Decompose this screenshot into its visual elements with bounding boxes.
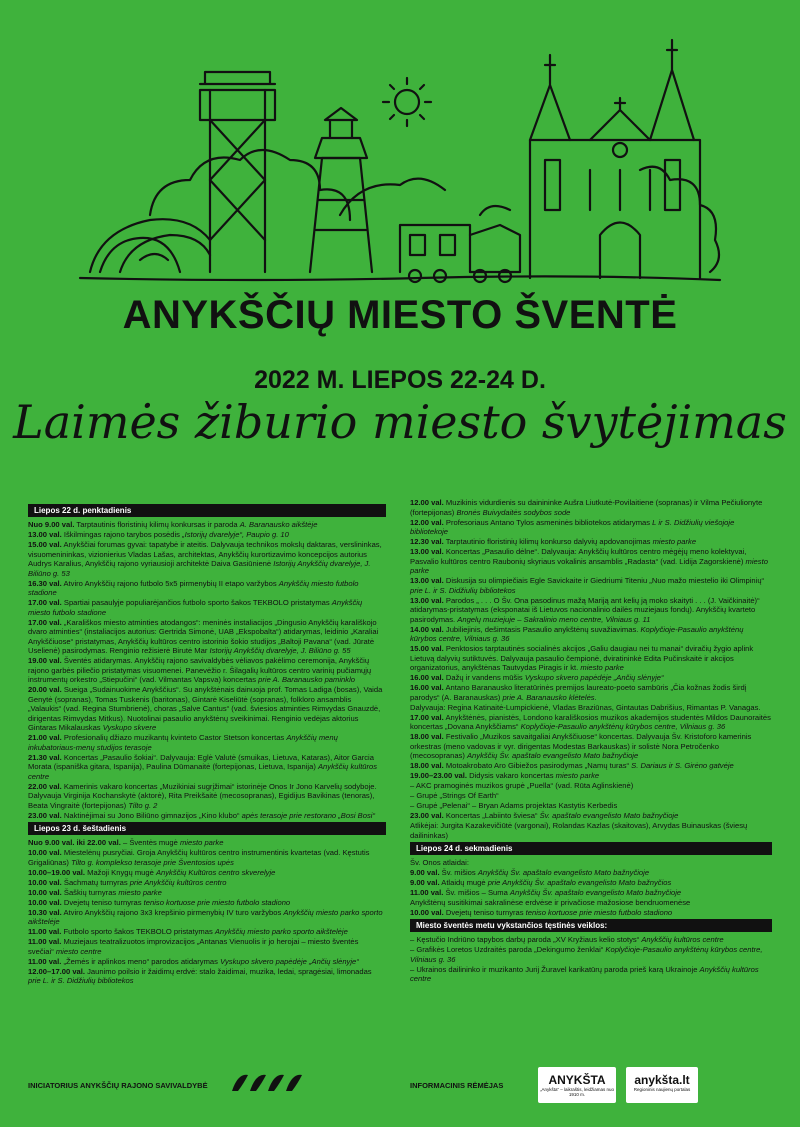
event-item: [410, 518, 772, 537]
event-item: [410, 791, 772, 801]
event-text: Anykščiai forumas gyvai: tapatybė ir ateitis. Dalyvauja technikos mokslų daktaras, verslininkas, visuomenininkas, vizionierius Vladas Lašas, architektas, Anykščių kurortizavimo koncepcijos autorius Audrys Karalius, Anykščių rajono vyriausioji architektė Daiva Gasiūnienė: [28, 540, 382, 568]
event-time: 15.00 val.: [410, 644, 444, 653]
event-time: 11.00 val.: [28, 937, 62, 946]
event-time: 18.00 val.: [410, 761, 444, 770]
logo2-name: anykšta.lt: [634, 1073, 690, 1087]
event-item: [28, 848, 386, 867]
event-time: 17.00 val.: [28, 617, 62, 627]
event-location: teniso kortuose prie miesto futbolo stadiono: [525, 907, 673, 917]
event-text: „Karališkos miesto atminties atodangos“: meninės instaliacijos „Dingusio Anykščių karališkojo dvaro atminties“ (instaliacijos autorius: Gertrida Simonė, UAB „Ekspobalta“) atidarymas, leidinio „Karaliai Anykščiuose“ pristatymas, Anykščių kultūros centro istorinio šokio studijos „Baltoji Pavana“ (vad. Jūratė Uselienė) pasirodymas. Renginio režisierė Birutė Mar: [28, 617, 379, 655]
event-time: 9.00 val.: [410, 867, 440, 877]
event-item: [28, 898, 386, 908]
event-location: Vyskupo skvero papėdėje „Ančių slėnyje“: [220, 956, 359, 966]
event-time: 13.00 val.: [410, 547, 444, 556]
event-location: Anykščių menų inkubatoriaus-menų studijos terasoje: [28, 733, 338, 752]
event-item: [410, 811, 772, 821]
continuous-header: Miesto šventės metu vykstančios tęstinės veiklos:: [410, 919, 772, 932]
anyksta-newspaper-logo[interactable]: [538, 1067, 616, 1103]
event-text: Futbolo sporto šakos TEKBOLO pristatymas: [61, 927, 215, 936]
event-text: – Kęstučio Indriūno tapybos darbų paroda „XV Kryžiaus kelio stotys“: [410, 935, 642, 944]
event-location: A. Baranausko aikštėje: [239, 520, 318, 529]
footer-media-sponsor: INFORMACINIS RĖMĖJAS: [410, 1081, 504, 1090]
event-time: 15.00 val.: [28, 540, 62, 549]
logo1-name: ANYKŠTA: [548, 1073, 606, 1087]
event-text: Tarptautinio floristinių kilimų konkurso dalyvių apdovanojimas: [443, 537, 653, 546]
event-location: prie A. Baranausko klėtelės.: [502, 692, 597, 702]
event-time: 10.00 val.: [28, 848, 62, 857]
event-item: [410, 945, 772, 964]
event-text: – Grafikės Loretos Uzdraitės paroda „Dekingumo ženklai“: [410, 945, 606, 954]
event-time: 22.00 val.: [28, 781, 62, 791]
event-item: [28, 957, 386, 967]
event-text: Koncertas „Labiinto šviesa“: [443, 811, 540, 820]
event-location: L ir S. Didžiulių viešojoje bibliotekoje: [410, 517, 735, 536]
event-item: [28, 656, 386, 685]
poster-dates: 2022 M. LIEPOS 22-24 D.: [254, 366, 546, 394]
event-item: [410, 683, 772, 702]
event-item: [410, 878, 772, 888]
event-text: Kamerinis vakaro koncertas „Muzikiniai sugrįžimai“ istorinėje Onos Ir Jono Karvelių sodyboje. Dalyvauja Virginija Kochanskytė (aktorė), Rita Preikšaitė (mecosopranas), Egidijus Bavikinas (tenoras), Beata Vingraitė (fortepijonas): [28, 781, 377, 810]
event-time: 13.00 val.: [410, 595, 444, 605]
event-time: 12.00 val.: [410, 517, 444, 527]
event-list-continuous: [410, 935, 772, 984]
city-skyline-illustration: [60, 10, 740, 300]
event-location: miesto parke: [179, 838, 224, 847]
event-location: Koplyčioje-Pasaulio anykštėnų kūrybos centre, Vilniaus g. 36: [520, 722, 726, 731]
event-time: 9.00 val.: [410, 877, 440, 887]
event-location: apės terasoje prie restorano „Bosi Bosi“: [241, 810, 375, 820]
program-left-column: [28, 502, 386, 986]
event-location: prie L. ir S. Didžiulių bibliotekos: [28, 976, 134, 985]
event-item: [410, 537, 772, 547]
event-item: [28, 520, 386, 530]
event-item: [28, 618, 386, 656]
event-item: [28, 937, 386, 956]
day-header-july-22: Liepos 22 d. penktadienis: [28, 504, 386, 517]
event-list-july-22: [28, 520, 386, 820]
event-location: teniso kortuose prie miesto futbolo stadiono: [143, 897, 291, 907]
logo1-sub: „Anykšta“ – laikraštis, leidžiamas nuo 1910 m.: [539, 1087, 615, 1097]
event-text: Atlikėjai: Jurgita Kazakevičiūtė (vargonai), Rolandas Kazlas (skaitovas), Arvydas Buinauskas (šviesų dailininkas): [410, 821, 748, 840]
event-text: Jaunimo poilsio ir žaidimų erdvė: stalo žaidimai, muzika, ledai, spragėsiai, limonadas: [85, 966, 372, 976]
municipality-logo-icon: [230, 1071, 310, 1093]
footer-initiator: INICIATORIUS ANYKŠČIŲ RAJONO SAVIVALDYBĖ: [28, 1081, 208, 1090]
event-item: [410, 713, 772, 732]
program-right-column: [410, 498, 772, 984]
event-time: 17.00 val.: [28, 598, 62, 607]
event-text: Koncertas „Pasaulio šokiai“. Dalyvauja: Eglė Valutė (smuikas, Lietuva, Kataras), Aitor Garcia Morata (ispaniška gitara, Ispanija), Paulina Dūmanaitė (fortepijonas, Lietuva, Ispanija): [28, 752, 374, 771]
event-location: Bronės Buivydaitės sodybos sode: [456, 507, 571, 517]
event-text: Diskusija su olimpiečiais Egle Savickaite ir Giedriumi Titeniu „Nuo mažo miestelio iki Olimpinių“: [443, 576, 765, 585]
event-time: 12.30 val.: [410, 537, 444, 546]
event-time: 11.00 val.: [410, 887, 444, 897]
event-text: Mažoji Knygų mugė: [85, 867, 156, 877]
event-item: [410, 732, 772, 761]
logo2-sub: Regioninis naujienų portalas: [633, 1087, 691, 1092]
event-text: Atlaidų mugė: [439, 877, 488, 887]
event-item: [28, 685, 386, 733]
event-item: [410, 644, 772, 673]
event-time: 13.00 val.: [410, 576, 444, 585]
event-text: Šventės atidarymas. Anykščių rajono savivaldybės vėliavos pakėlimo ceremonija, Anykščių rajono garbės piliečio pristatymas visuomenei. Panevėžio r. Šilagalių kultūros centro varinių pučiamųjų instrumentų orkestro „Stiepučini“ (vad. Vilmantas Vapsva) koncertas: [28, 656, 372, 684]
event-item: [410, 498, 772, 517]
event-list-july-23-part2: [410, 498, 772, 840]
event-location: miesto centre: [55, 946, 102, 956]
event-location: miesto parke: [118, 887, 162, 897]
event-list-july-24: [410, 868, 772, 918]
event-text: Šv. mišios – Suma: [443, 887, 510, 897]
event-item: [410, 596, 772, 625]
event-item: [410, 898, 772, 908]
event-text: Motoakrobato Aro Gibiežos pasirodymas „Namų turas“: [443, 761, 632, 770]
event-location: prie Anykščių Šv. apaštalo evangelisto Mato bažnyčios: [487, 877, 672, 887]
event-text: Anykštėnų susitikimai sakralinėse erdvėse ir privačiose mažosiose bendruomenėse: [410, 897, 691, 907]
event-text: Penktosios tarptautinės socialinės akcijos „Galiu daugiau nei tu manai“ dviračių žygio aplink Lietuvą dalyvių sutiktuvės. Dalyvauja pasaulio čempionė, dviratininkė Edita Pučinskaitė ir akcijos organizatorius, anykštėnas Tautvydas Piragis ir kt.: [410, 644, 754, 672]
event-item: [28, 811, 386, 821]
event-text: Koncertas „Pasaulio dėlnе“. Dalyvauja: Anykščių kultūros centro mėgėjų meno kolektyvai, Pasvalio kultūros centro Raubonių skyriaus vokalinis ansamblis „Radasta“ (vad. Lidija Zagorskienė): [410, 547, 747, 566]
event-location: Anykščių Šv. apaštalo evangelisto Mato bažnyčioje: [466, 751, 639, 760]
day-header-july-23: Liepos 23 d. šeštadienis: [28, 822, 386, 835]
event-location: Anykščių kultūros centre: [28, 762, 378, 781]
event-item: [410, 801, 772, 811]
event-text: Atviro Anykščių rajono 3x3 krepšinio pirmenybių IV turo varžybos: [61, 907, 284, 917]
event-text: Jubiliejinis, dešimtasis Pasaulio anykštėnų suvažiavimas.: [443, 624, 641, 634]
event-item: [28, 888, 386, 898]
event-location: Šv. apaštalo evangelisto Mato bažnyčioje: [539, 811, 679, 820]
event-location: Tilto g. kompleksо terasoje prie Šventosios upės: [71, 857, 234, 867]
event-time: 20.00 val.: [28, 685, 62, 694]
event-item: [28, 579, 386, 598]
event-time: 11.00 val.: [28, 927, 62, 936]
d3-intro: Šv. Onos atlaidai:: [410, 858, 469, 867]
event-item: [28, 868, 386, 878]
event-list-july-23-part1: [28, 838, 386, 986]
event-text: Iškilmingas rajono tarybos posėdis: [61, 530, 183, 539]
event-item: [28, 927, 386, 937]
event-time: 16.00 val.: [410, 673, 444, 682]
event-time: 10.00 val.: [28, 897, 62, 907]
event-location: Anykščių miesto parko sporto aikštelėje: [214, 927, 348, 936]
event-text: Šv. mišios: [439, 867, 478, 877]
event-location: prie Anykščių kultūros centro: [129, 877, 227, 887]
event-time: 12.00–17.00 val.: [28, 966, 86, 976]
event-text: – AKC pramoginės muzikos grupė „Puella“ (vad. Rūta Aglinskienė): [410, 781, 634, 790]
event-location: Anykščių kultūros centre: [410, 964, 759, 983]
event-location: Tilto g. 2: [128, 800, 158, 810]
event-item: [28, 598, 386, 617]
event-location: prie A. Baranausko paminklo: [258, 675, 355, 684]
event-item: [28, 838, 386, 848]
event-item: [410, 965, 772, 984]
event-time: 13.00 val.: [28, 530, 62, 539]
event-time: 19.00 val.: [28, 656, 62, 665]
event-item: [28, 908, 386, 927]
event-text: Šachmatų turnyras: [61, 877, 130, 887]
event-location: Anykščių Kultūros centro skverelyje: [155, 867, 276, 877]
event-text: – Grupė „Strings Of Earth“: [410, 791, 499, 800]
event-location: Anykščių miesto futbolo stadione: [28, 578, 359, 597]
event-location: Angelų muziejuje – Sakralinio meno centre, Vilniaus g. 11: [457, 614, 651, 624]
event-time: 17.00 val.: [410, 712, 444, 722]
event-item: [410, 821, 772, 840]
event-text: – Grupė „Pelenai“ – Bryan Adams projektas Kastytis Kerbedis: [410, 801, 618, 810]
event-item: [28, 540, 386, 578]
event-location: „Istorijų dvarelyje“, Paupio g. 10: [182, 530, 289, 539]
event-time: 10.00 val.: [28, 887, 62, 897]
event-item: [410, 547, 772, 576]
event-text: Atviro Anykščių rajono futbolo 5x5 pirmenybių II etapo varžybos: [61, 578, 279, 588]
event-item: [410, 888, 772, 898]
event-text: Antano Baranausko literatūrinės premijos laureato-poeto sambūris „Čia kožnas žodis širdį parodys“ (A. Baranauskas): [410, 683, 747, 702]
event-location: Anykščių Šv. apaštalo evangelisto Mato bažnyčioje: [509, 887, 682, 897]
event-item: [410, 771, 772, 781]
event-location: S. Dariaus ir S. Girėno gatvėje: [631, 761, 734, 770]
event-text: – Ukrainos dailininko ir muzikanto Jurij Žuravel karikatūrų paroda prieš karą Ukrainoje: [410, 964, 700, 974]
event-text: – Šventės mugė: [120, 838, 180, 847]
event-time: 10.00–19.00 val.: [28, 867, 86, 877]
event-time: 11.00 val.: [28, 956, 62, 966]
event-location: Istorijų Anykščių dvarelyje, J. Biliūno g. 55: [209, 646, 351, 655]
event-text: Dažų ir vandens mūšis: [443, 673, 525, 682]
event-location: miesto parke: [652, 537, 697, 546]
event-text: Tarptautinis floristinių kilimų konkursas ir paroda: [74, 520, 240, 529]
event-time: 16.30 val.: [28, 578, 62, 588]
event-text: Festivalio „Muzikos savaitgaliai Anykščiuose“ koncertas. Dalyvauja Šv. Kristoforo kamerinis orkestras (meno vadovas ir vyr. dirigentas Modestas Barkauskas) ir solistė Nora Petročenko (mecosopranas): [410, 732, 752, 760]
event-text: Didysis vakaro koncertas: [467, 771, 556, 780]
event-location: Vyskupo skvere: [102, 723, 157, 732]
event-time: 10.00 val.: [410, 907, 444, 917]
event-time: 23.00 val.: [410, 811, 444, 820]
event-text: Parodos „ . . . O Šv. Ona pasodinus mažą Mariją ant kelių ją moko skaityti . . . (J. Vaičkinaitė)“ atidarymas-pristatymas (eksponatai iš Lietuvos nacionalinio dailės muziejaus fondų). Anykščių kvarteto pasirodymas.: [410, 595, 760, 624]
event-text: Miestelėnų pusryčiai. Groja Anykščių kultūros centro instrumentinis kvartetas (vad. Kęstutis Grigaliūnas): [28, 848, 370, 867]
event-item: [410, 673, 772, 683]
event-item: [410, 908, 772, 918]
event-time: 21.30 val.: [28, 752, 62, 762]
event-item: [410, 761, 772, 771]
event-text: Dalyvauja: Regina Katinaitė-Lumpickienė, Vladas Braziūnas, Gintautas Dabrišius, Rimantas P. Vanagas.: [410, 702, 761, 712]
event-location: Koplyčioje-Pasaulio anykštėnų kūrybos centre, Vilniaus g. 36: [410, 624, 744, 643]
event-time: 18.00 val.: [410, 732, 444, 741]
event-location: Anykščių miesto parko sporto aikštelėje: [28, 907, 383, 926]
event-text: Šaškių turnyras: [61, 887, 119, 897]
event-text: Profesionalių džiazo muzikantų kvinteto Castor Stetson koncertas: [61, 733, 287, 742]
event-location: prie L. ir S. Didžiulių bibliotekos: [410, 585, 516, 595]
event-item: [410, 576, 772, 595]
anyksta-portal-logo[interactable]: [626, 1067, 698, 1103]
event-text: Profesoriaus Antano Tylos asmeninės bibliotekos atidarymas: [443, 517, 653, 527]
event-item: [410, 868, 772, 878]
event-time: 10.00 val.: [28, 877, 62, 887]
event-text: Muziejaus teatralizuotos improvizacijos „Antanas Vienuolis ir jo herojai – miesto šventės svečiai“: [28, 937, 359, 956]
event-item: [28, 967, 386, 986]
event-location: Anykščių kultūros centre: [641, 935, 724, 944]
event-location: Vyskupo skvero papėdėje „Ančių slėnyje“: [524, 673, 664, 682]
poster-slogan: Laimės žiburio miesto švytėjimas: [13, 395, 787, 449]
poster-title: ANYKŠČIŲ MIESTO ŠVENTĖ: [122, 293, 678, 337]
event-item: [410, 625, 772, 644]
event-location: Anykščių Šv. apaštalo evangelisto Mato bažnyčioje: [477, 867, 650, 877]
event-time: 19.00–23.00 val.: [410, 771, 468, 780]
event-text: Anykštėnės, pianistės, Londono karališkosios muzikos akademijos studentės Mildos Daunoraitės koncertas „Dovana Anykščiams“: [410, 712, 771, 731]
event-time: Nuo 9.00 val.: [28, 520, 75, 529]
event-item: [28, 878, 386, 888]
event-location: miesto parke: [555, 771, 600, 780]
event-time: 12.00 val.: [410, 498, 444, 507]
event-text: „Žemės ir aplinkos menо“ parodos atidarymas: [61, 956, 221, 966]
event-item: [28, 753, 386, 782]
event-item: [410, 935, 772, 945]
event-item: [410, 781, 772, 791]
event-location: Koplyčioje-Pasaulio anykštėnų kūrybos centre, Vilniaus g. 36: [410, 945, 763, 964]
event-location: Anykščių miesto futbolo stadione: [28, 598, 363, 617]
event-location: miesto parke: [580, 663, 624, 672]
event-text: Spartiai pasaulyje populiarėjančios futbolo sporto šakos TEKBOLO pristatymas: [61, 598, 332, 607]
event-location: Istorijų Anykščių dvarelyje, J. Biliūno g. 53: [28, 559, 371, 578]
event-item: [28, 530, 386, 540]
event-text: Naktinėjimai su Jono Biliūno gimnazijos „Kino klubo“: [61, 810, 242, 820]
event-item: [28, 782, 386, 811]
event-location: miesto parke: [410, 556, 768, 575]
event-time: 21.00 val.: [28, 733, 62, 742]
event-text: Muzikinis vidurdienis su dainininke Aušra Liutkutė-Povilaitiene (sopranas) ir Vilma Pečiulionyte (fortepijonas): [410, 498, 763, 517]
event-time: Nuo 9.00 val. iki 22.00 val.: [28, 838, 121, 847]
event-item: [410, 703, 772, 713]
event-time: 14.00 val.: [410, 624, 444, 634]
event-text: Dvejetų teniso turnyras: [61, 897, 144, 907]
event-time: 23.00 val.: [28, 810, 62, 820]
day-header-july-24: Liepos 24 d. sekmadienis: [410, 842, 772, 855]
event-time: 16.00 val.: [410, 683, 444, 692]
event-time: 10.30 val.: [28, 907, 62, 917]
event-text: Sueiga „Sudainuokime Anykščius“. Su anykštėnais dainuoja prof. Tomas Ladiga (bosas), Vaida Genytė (sopranas), Tomas Tuskenis (baritonas), Gintarė Kiselіūtė (sopranas), folkloro ansamblis „Valaukis“ (vad. Regina Stumbrienė), choras „Salve Cantus“ (vad. šviesios atminties Rimvydas Gnauzdė, dirigentas Rimvydas Mitkus). Nuotolinai pasaulio anykštėnų sveikinimai. Renginio vedėjas aktorius Gintaras Mikalauskas: [28, 685, 383, 732]
event-item: [28, 733, 386, 752]
event-text: Dvejetų teniso turnyras: [443, 907, 526, 917]
